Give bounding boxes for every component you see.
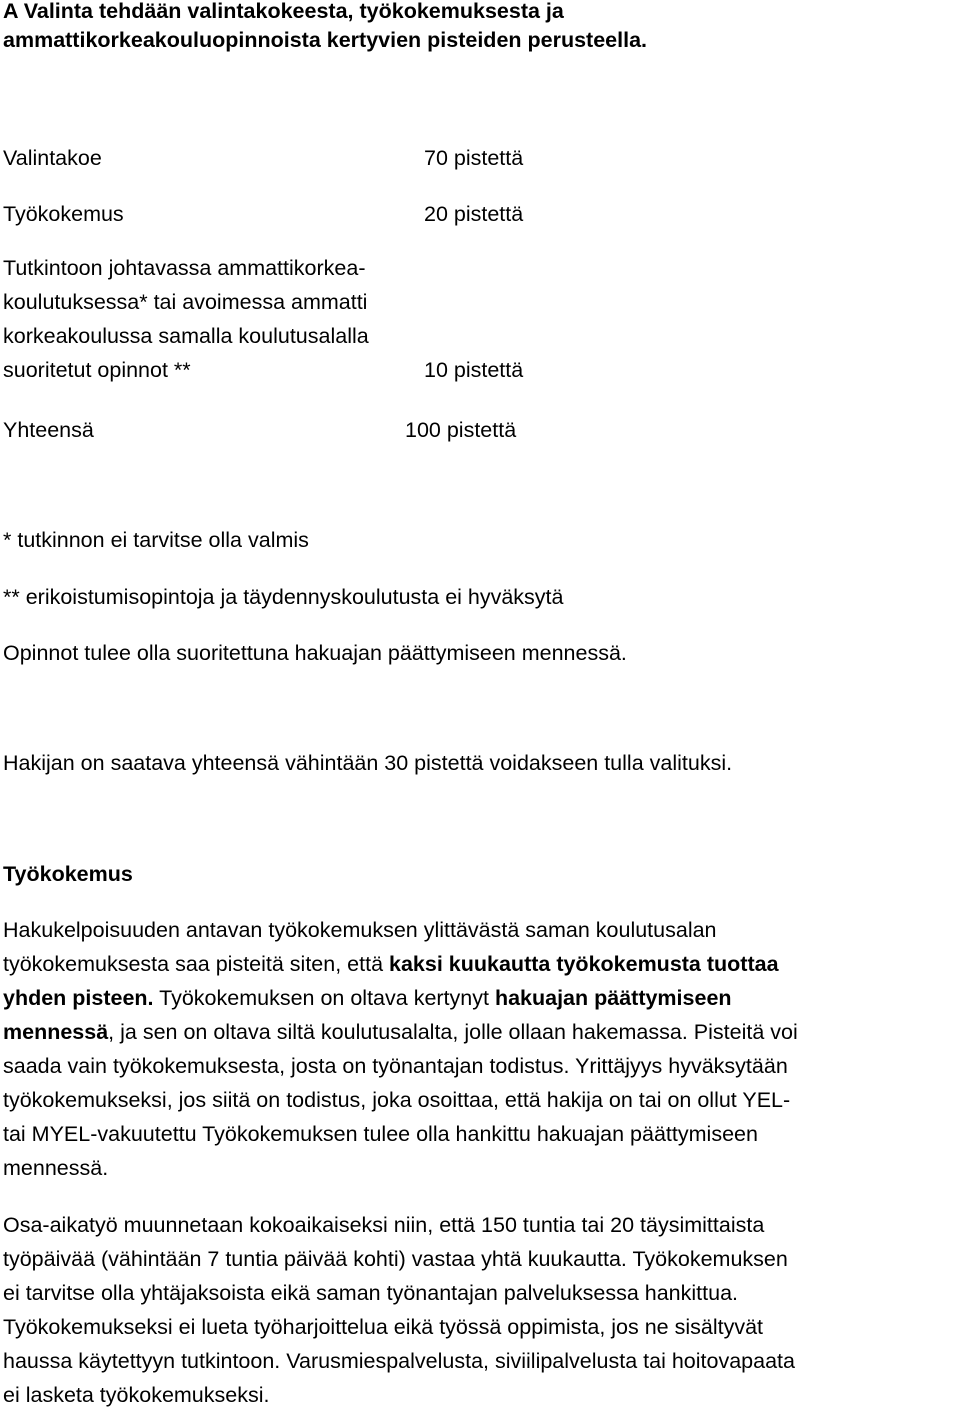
paragraph-line: ei lasketa työkokemukseksi. bbox=[3, 1383, 270, 1407]
note-4: Hakijan on saatava yhteensä vähintään 30 pistettä voidakseen tulla valituksi. bbox=[3, 751, 733, 775]
points-label: Yhteensä bbox=[3, 418, 94, 442]
bold-phrase: mennessä bbox=[3, 1020, 109, 1044]
points-label-line: Tutkintoon johtavassa ammattikorkea- bbox=[3, 256, 366, 280]
paragraph-line: tai MYEL-vakuutettu Työkokemuksen tulee olla hankittu hakuajan päättymiseen bbox=[3, 1122, 758, 1146]
points-row-valintakoe bbox=[3, 141, 563, 175]
points-row-yhteensa bbox=[3, 413, 563, 447]
section-title: Työkokemus bbox=[3, 862, 133, 886]
points-row-opinnot bbox=[3, 251, 524, 387]
points-value: 10 pistettä bbox=[424, 358, 524, 382]
note-3: Opinnot tulee olla suoritettuna hakuajan päättymiseen mennessä. bbox=[3, 641, 627, 665]
paragraph-line: työpäivää (vähintään 7 tuntia päivää kohti) vastaa yhtä kuukautta. Työkokemuksen bbox=[3, 1247, 788, 1271]
bold-phrase: yhden pisteen. bbox=[3, 986, 154, 1010]
paragraph-line: saada vain työkokemuksesta, josta on työnantajan todistus. Yrittäjyys hyväksytään bbox=[3, 1054, 788, 1078]
points-label-line: koulutuksessa* tai avoimessa ammatti bbox=[3, 290, 368, 314]
paragraph-line: haussa käytettyyn tutkintoon. Varusmiespalvelusta, siviilipalvelusta tai hoitovapaata bbox=[3, 1349, 795, 1373]
document-heading bbox=[3, 0, 953, 55]
points-label-line: korkeakoulussa samalla koulutusalalla bbox=[3, 324, 369, 348]
points-value: 70 pistettä bbox=[424, 146, 524, 170]
points-label: suoritetut opinnot ** bbox=[3, 358, 191, 382]
paragraph-line: ei tarvitse olla yhtäjaksoista eikä saman työnantajan palveluksessa hankittua. bbox=[3, 1281, 738, 1305]
paragraph-line: mennessä. bbox=[3, 1156, 109, 1180]
section-paragraph-2 bbox=[3, 1208, 958, 1412]
paragraph-line: yhden pisteen. Työkokemuksen on oltava kertynyt hakuajan päättymiseen bbox=[3, 986, 732, 1010]
points-label: Valintakoe bbox=[3, 146, 102, 170]
points-value: 100 pistettä bbox=[405, 418, 517, 442]
heading-line-1: A Valinta tehdään valintakokeesta, työkokemuksesta ja bbox=[3, 0, 564, 23]
note-1: * tutkinnon ei tarvitse olla valmis bbox=[3, 528, 309, 552]
bold-phrase: hakuajan päättymiseen bbox=[494, 986, 732, 1010]
section-paragraph-1 bbox=[3, 913, 958, 1185]
paragraph-line: työkokemuksesta saa pisteitä siten, että kaksi kuukautta työkokemusta tuottaa bbox=[3, 952, 779, 976]
paragraph-line: Osa-aikatyö muunnetaan kokoaikaiseksi niin, että 150 tuntia tai 20 täysimittaista bbox=[3, 1213, 765, 1237]
paragraph-line: Hakukelpoisuuden antavan työkokemuksen ylittävästä saman koulutusalan bbox=[3, 918, 717, 942]
bold-phrase: kaksi kuukautta työkokemusta tuottaa bbox=[389, 952, 779, 976]
paragraph-line: työkokemukseksi, jos siitä on todistus, joka osoittaa, että hakija on tai on ollut YEL- bbox=[3, 1088, 791, 1112]
note-2: ** erikoistumisopintoja ja täydennyskoulutusta ei hyväksytä bbox=[3, 585, 564, 609]
points-value: 20 pistettä bbox=[424, 202, 524, 226]
points-row-tyokokemus bbox=[3, 197, 563, 231]
points-label-line bbox=[3, 353, 524, 387]
paragraph-line: mennessä, ja sen on oltava siltä koulutusalalta, jolle ollaan hakemassa. Pisteitä voi bbox=[3, 1020, 798, 1044]
points-label: Työkokemus bbox=[3, 202, 124, 226]
heading-line-2: ammattikorkeakouluopinnoista kertyvien pisteiden perusteella. bbox=[3, 28, 648, 52]
paragraph-line: Työkokemukseksi ei lueta työharjoittelua eikä työssä oppimista, jos ne sisältyvät bbox=[3, 1315, 764, 1339]
